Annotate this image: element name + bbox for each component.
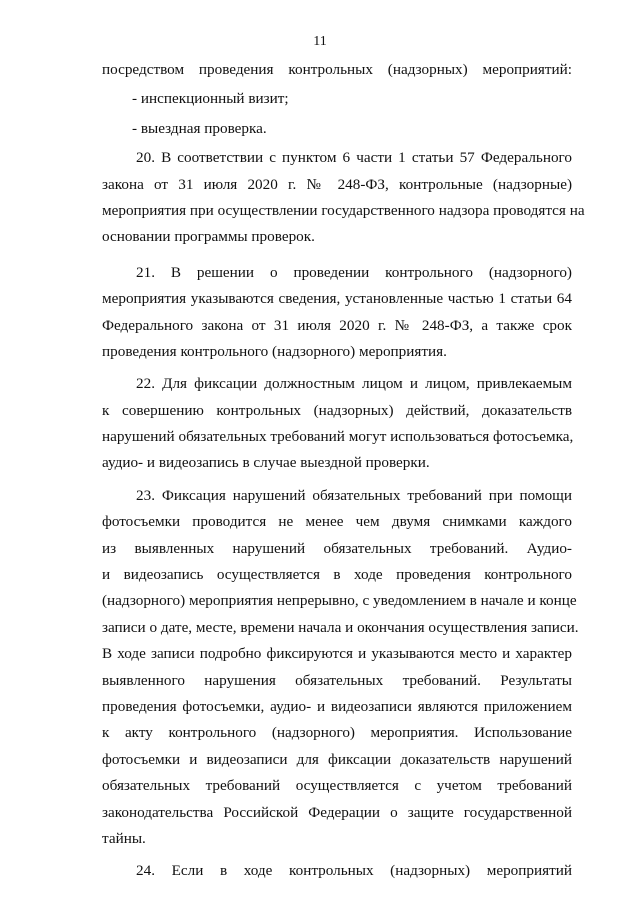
- paragraph-20-line: закона от 31 июля 2020 г. № 248-ФЗ, контрольные (надзорные): [102, 175, 572, 193]
- paragraph-23-line: и видеозапись осуществляется в ходе проведения контрольного: [102, 566, 572, 584]
- paragraph-23-line: к акту контрольного (надзорного) мероприятия. Использование: [102, 724, 572, 742]
- page-number: 11: [313, 34, 327, 49]
- paragraph-23-line: 23. Фиксация нарушений обязательных требований при помощи: [136, 486, 572, 504]
- document-body: [102, 57, 585, 885]
- paragraph-23-line: фотосъемки проводится не менее чем двумя снимками каждого: [102, 513, 572, 531]
- paragraph-21-line: 21. В решении о проведении контрольного (надзорного): [136, 263, 572, 281]
- paragraph-23-line: проведения фотосъемки, аудио- и видеозаписи являются приложением: [102, 697, 572, 715]
- paragraph-23-line: из выявленных нарушений обязательных требований. Аудио-: [102, 539, 572, 557]
- paragraph-23-line: (надзорного) мероприятия непрерывно, с уведомлением в начале и конце: [102, 592, 577, 610]
- paragraph-22-line: нарушений обязательных требований могут использоваться фотосъемка,: [102, 428, 574, 446]
- paragraph-22-line: 22. Для фиксации должностным лицом и лицом, привлекаемым: [136, 375, 572, 393]
- paragraph-22-line: к совершению контрольных (надзорных) действий, доказательств: [102, 401, 572, 419]
- paragraph-20-line: 20. В соответствии с пунктом 6 части 1 статьи 57 Федерального: [136, 149, 572, 167]
- paragraph-23-line: законодательства Российской Федерации о защите государственной: [102, 803, 572, 821]
- paragraph-21-line: Федерального закона от 31 июля 2020 г. № 248-ФЗ, а также срок: [102, 316, 572, 334]
- paragraph-20-line: мероприятия при осуществлении государственного надзора проводятся на: [102, 201, 585, 219]
- paragraph-23-line: тайны.: [102, 829, 146, 847]
- paragraph-21-line: мероприятия указываются сведения, установленные частью 1 статьи 64: [102, 290, 572, 308]
- paragraph-24-line: 24. Если в ходе контрольных (надзорных) мероприятий: [136, 862, 572, 880]
- paragraph-22-line: аудио- и видеозапись в случае выездной проверки.: [102, 454, 430, 472]
- paragraph-23-line: выявленного нарушения обязательных требований. Результаты: [102, 671, 572, 689]
- paragraph-21-line: проведения контрольного (надзорного) мероприятия.: [102, 342, 447, 360]
- paragraph-23-line: записи о дате, месте, времени начала и окончания осуществления записи.: [102, 618, 579, 636]
- text-line: посредством проведения контрольных (надзорных) мероприятий:: [102, 61, 572, 78]
- paragraph-23-line: обязательных требований осуществляется с учетом требований: [102, 777, 572, 795]
- list-item: - инспекционный визит;: [132, 90, 289, 108]
- paragraph-23-line: В ходе записи подробно фиксируются и указываются место и характер: [102, 645, 572, 663]
- list-item: - выездная проверка.: [132, 119, 267, 137]
- paragraph-23-line: фотосъемки и видеозаписи для фиксации доказательств нарушений: [102, 750, 572, 768]
- paragraph-20-line: основании программы проверок.: [102, 228, 315, 246]
